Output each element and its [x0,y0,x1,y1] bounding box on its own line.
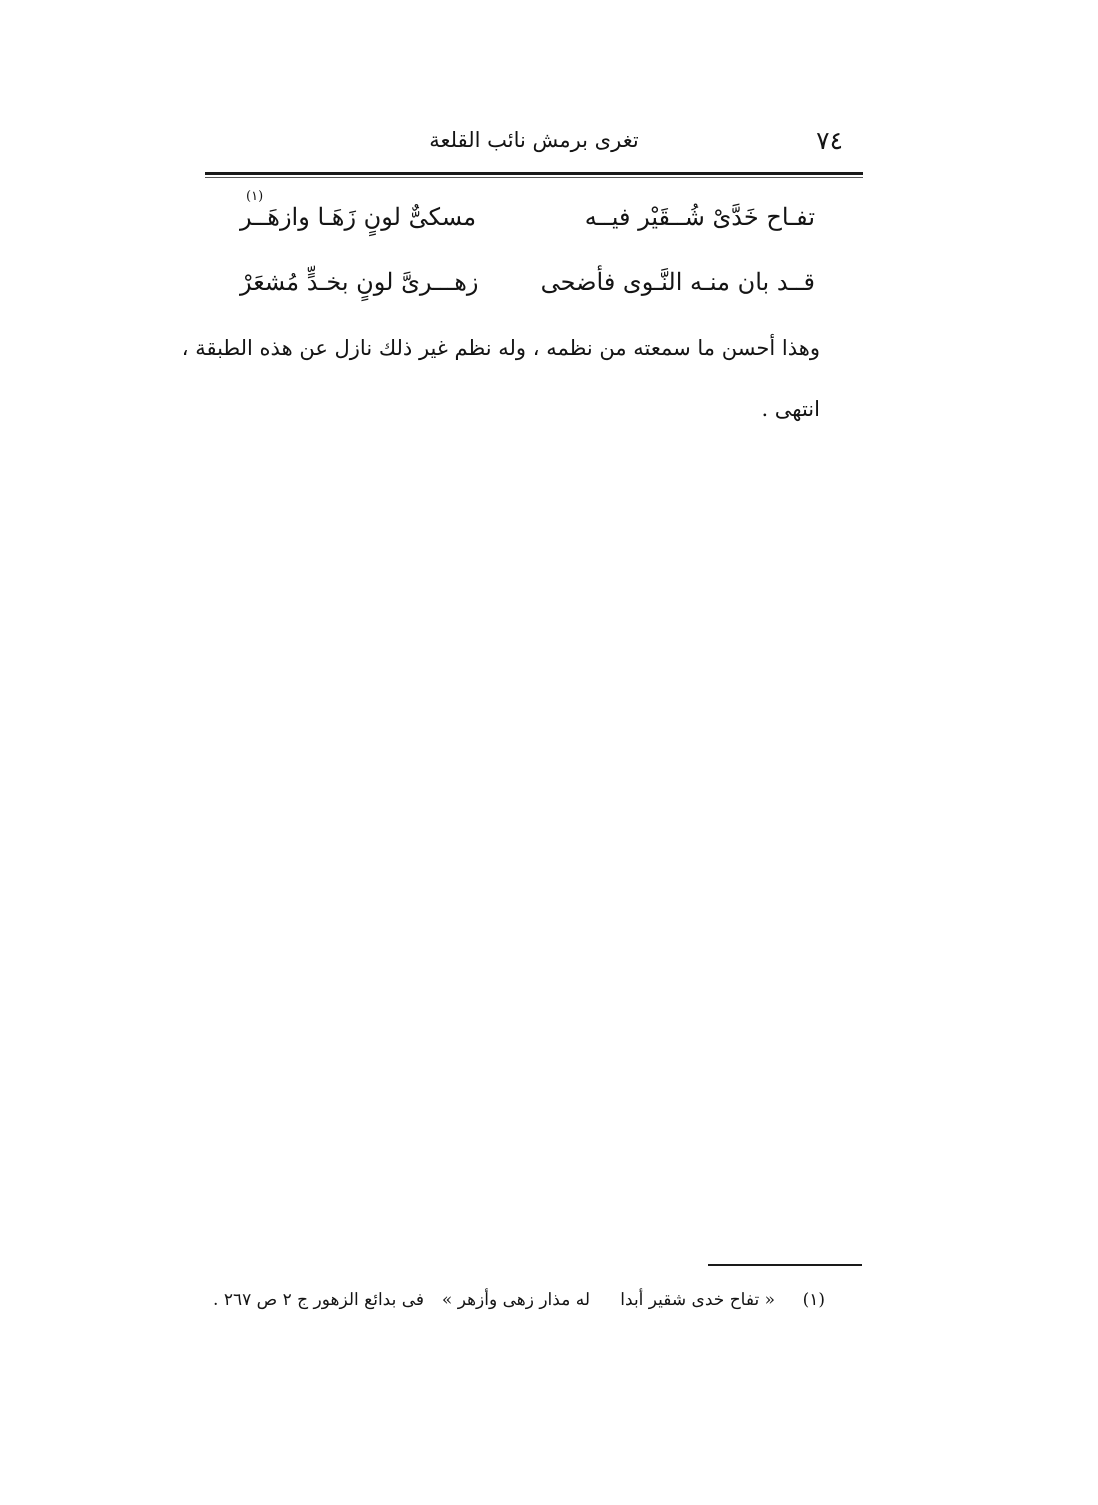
prose-line-2: انتهى . [761,397,820,421]
page-number: ٧٤ [816,126,843,155]
verse-line-1 [240,189,815,247]
verse-2-first-hemistich: قــد بان منـه النَّـوى فأضحى [540,268,815,296]
footnote-quote-first: « تفاح خدى شقير أبدا [620,1290,775,1310]
prose-line-1: وهذا أحسن ما سمعته من نظمه ، وله نظم غير ذلك نازل عن هذه الطبقة ، [181,336,820,360]
page-header [205,124,863,164]
footnote-quote-second: له مذار زهى وأزهر » [441,1290,590,1310]
verse-2-second-hemistich: زهـــرىَّ لونٍ بخـدٍّ مُشعَرْ [240,268,479,296]
verse-1-first-hemistich: تفـاح خَدَّىْ شُــقَيْر فيــه [584,203,815,231]
header-rule [205,172,863,175]
footnote-source: فى بدائع الزهور ج ٢ ص ٢٦٧ . [213,1290,425,1310]
running-title: تغرى برمش نائب القلعة [429,128,639,152]
footnote-number: (١) [802,1290,825,1310]
footnote-marker: (١) [246,189,264,204]
verse-1-second-hemistich: مسكىٌّ لونٍ زَهَـا وازهَــر [240,203,477,231]
verse-line-2 [240,268,815,312]
header-rule-thin [205,177,863,178]
footnote-rule [708,1264,862,1266]
